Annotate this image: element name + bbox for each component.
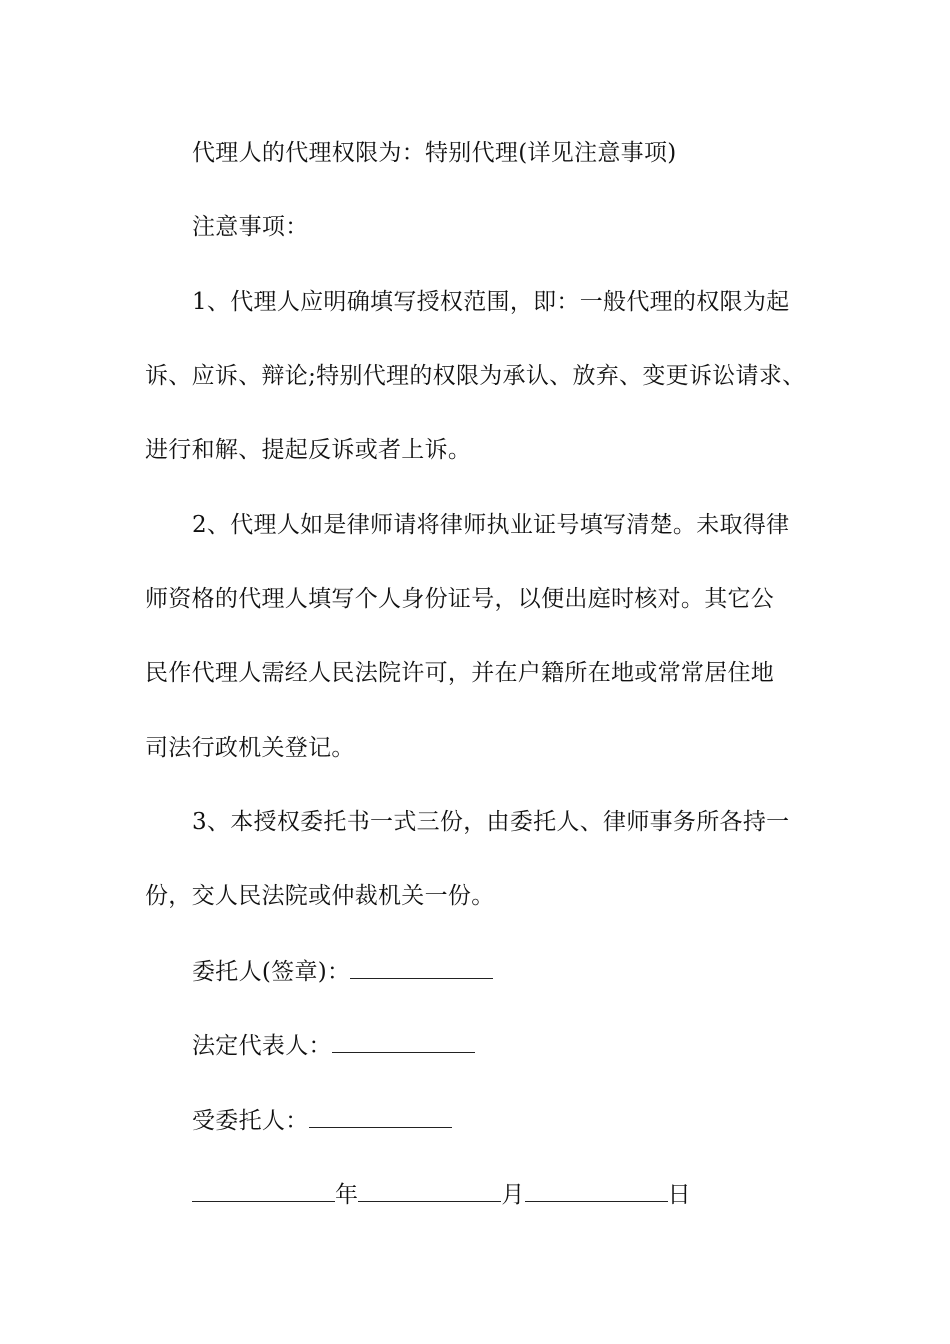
date-row	[192, 1179, 862, 1210]
note-2-line-4: 司法行政机关登记。	[145, 735, 355, 761]
note-3-line-2: 份，交人民法院或仲裁机关一份。	[145, 883, 495, 909]
legal-rep-row	[192, 1030, 862, 1061]
date-month-label: 月	[501, 1182, 525, 1208]
principal-signature-blank[interactable]	[350, 956, 493, 979]
note-1-line-3: 进行和解、提起反诉或者上诉。	[145, 437, 472, 463]
date-year-label: 年	[335, 1182, 359, 1208]
note-3-line-1: 3、本授权委托书一式三份，由委托人、律师事务所各持一	[192, 809, 790, 835]
legal-rep-blank[interactable]	[332, 1030, 475, 1053]
principal-signature-label: 委托人(签章)：	[192, 959, 351, 985]
date-day-label: 日	[667, 1182, 691, 1208]
note-2-line-3: 民作代理人需经人民法院许可，并在户籍所在地或常常居住地	[145, 660, 775, 686]
date-year-blank[interactable]	[192, 1179, 335, 1202]
note-1-line-2: 诉、应诉、辩论;特别代理的权限为承认、放弃、变更诉讼请求、	[145, 363, 806, 389]
note-2-line-2: 师资格的代理人填写个人身份证号，以便出庭时核对。其它公	[145, 586, 775, 612]
legal-rep-label: 法定代表人：	[192, 1033, 332, 1059]
note-2-line-1: 2、代理人如是律师请将律师执业证号填写清楚。未取得律	[192, 512, 790, 538]
date-day-blank[interactable]	[525, 1179, 668, 1202]
agent-label: 受委托人：	[192, 1108, 309, 1134]
principal-signature-row	[192, 956, 862, 987]
agent-blank[interactable]	[309, 1105, 452, 1128]
notes-heading: 注意事项：	[192, 214, 309, 240]
authority-paragraph: 代理人的代理权限为：特别代理(详见注意事项)	[192, 140, 677, 166]
note-1-line-1: 1、代理人应明确填写授权范围，即：一般代理的权限为起	[192, 289, 790, 315]
agent-row	[192, 1105, 862, 1136]
date-month-blank[interactable]	[358, 1179, 501, 1202]
